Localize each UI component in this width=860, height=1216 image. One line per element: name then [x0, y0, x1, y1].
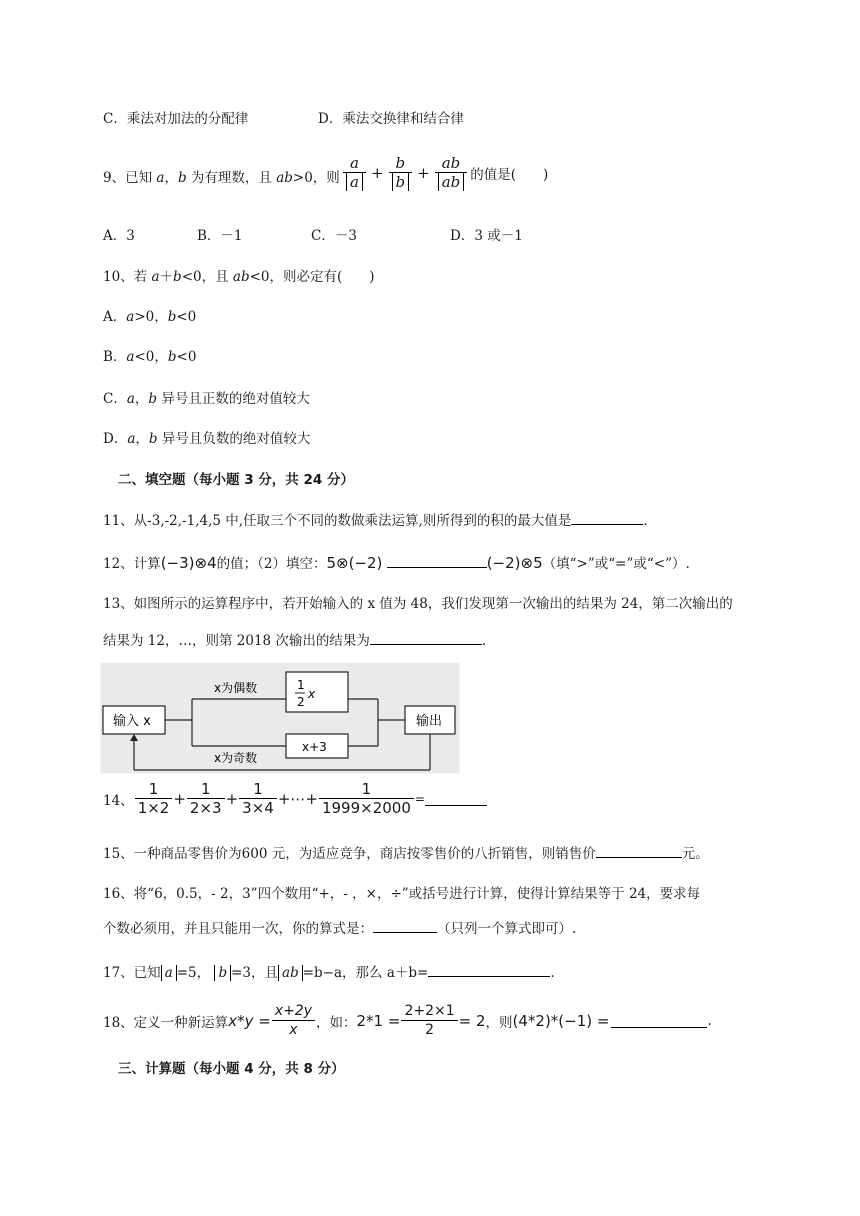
answer-blank-18[interactable]: [611, 1013, 707, 1028]
output-box-label: 输出: [416, 714, 443, 729]
question-13-line2: 结果为 12，…，则第 2018 次输出的结果为 .: [103, 630, 486, 651]
answer-blank-12[interactable]: [387, 553, 487, 568]
even-branch-label: x为偶数: [214, 681, 258, 695]
q10-option-d: D．a，b 异号且负数的绝对值较大: [103, 431, 311, 447]
q10-option-a: A．a>0，b<0: [103, 309, 197, 325]
fraction-a-over-abs-a: $\frac{a}{a}$: [343, 154, 366, 191]
question-11: 11、从-3,-2,-1,4,5 中,任取三个不同的数做乘法运算,则所得到的积的最大值是 .: [103, 510, 648, 531]
fraction-example: $\frac{2+2\times 1}{2}$: [401, 1002, 457, 1039]
question-13-line1: 13、如图所示的运算程序中，若开始输入的 x 值为 48，我们发现第一次输出的结果为 24，第二次输出的: [103, 596, 733, 612]
answer-blank-17[interactable]: [428, 962, 550, 977]
svg-text:1: 1: [297, 678, 305, 692]
section-2-heading: 二、填空题（每小题 3 分，共 24 分）: [118, 472, 354, 488]
fraction-1-over-1999x2000: $\frac{1}{1999\times 2000}$: [319, 780, 414, 817]
question-15: 15、一种商品零售价为600 元，为适应竞争，商店按零售价的八折销售，则销售价 元。: [103, 843, 709, 864]
svg-text:x+3: x+3: [302, 740, 327, 754]
question-12: 12、计算(−3)⊗4的值；（2）填空：5⊗(−2) (−2)⊗5（填“>”或“=”或“<”）.: [103, 554, 690, 572]
fraction-b-over-abs-b: $\frac{b}{b}$: [389, 154, 413, 191]
q10-option-c: C．a，b 异号且正数的绝对值较大: [103, 391, 310, 407]
q9-option-c: C．－3: [311, 228, 357, 244]
fraction-1-over-3x4: $\frac{1}{3\times 4}$: [239, 780, 277, 817]
q8-option-d: D．乘法交换律和结合律: [318, 111, 464, 127]
q9-option-b: B．－1: [197, 228, 243, 244]
fraction-ab-over-abs-ab: $\frac{ab}{ab}$: [435, 154, 468, 191]
svg-text:2: 2: [297, 695, 305, 709]
q9-option-d: D．3 或－1: [450, 228, 523, 244]
section-3-heading: 三、计算题（每小题 4 分，共 8 分）: [118, 1061, 345, 1077]
fraction-1-over-1x2: $\frac{1}{1\times 2}$: [135, 780, 173, 817]
q10-option-b: B．a<0，b<0: [103, 349, 197, 365]
half-operation-box: [286, 672, 348, 712]
question-14: 14、 $\frac{1}{1\times 2}$ + $\frac{1}{2\times 3}$ + $\frac{1}{3\times 4}$ +⋯+ $\frac{1}{1999\times 2000}$ =: [103, 780, 487, 817]
svg-text:x: x: [308, 687, 316, 701]
answer-blank-14[interactable]: [425, 791, 487, 806]
question-9-expression: $\frac{a}{a}$ + $\frac{b}{b}$ + $\frac{ab}{ab}$ 的值是( ): [342, 154, 548, 191]
answer-blank-11[interactable]: [571, 510, 643, 525]
operation-flowchart: [100, 662, 460, 774]
odd-branch-label: x为奇数: [214, 751, 258, 765]
answer-blank-16[interactable]: [373, 918, 437, 933]
answer-blank-13[interactable]: [370, 630, 482, 645]
fraction-1-over-2x3: $\frac{1}{2\times 3}$: [187, 780, 225, 817]
question-18: 18、定义一种新运算 x*y = $\frac{x+2y}{x}$ ，如： 2*1 = $\frac{2+2\times 1}{2}$ = 2 ，则 (4*2)*(−1) = .: [103, 1003, 712, 1038]
question-16-line2: 个数必须用，并且只能用一次，你的算式是： （只列一个算式即可）.: [103, 918, 576, 939]
q8-option-c: C．乘法对加法的分配律: [103, 111, 249, 127]
question-9-stem: 9、已知 a，b 为有理数，且 ab>0，则: [103, 170, 340, 186]
question-10-stem: 10、若 a＋b<0，且 ab<0，则必定有( ): [103, 269, 375, 285]
answer-blank-15[interactable]: [596, 843, 682, 858]
fraction-x-plus-2y-over-x: $\frac{x+2y}{x}$: [272, 1002, 315, 1039]
question-16-line1: 16、将“6，0.5，- 2，3”四个数用“+，- ，×，÷”或括号进行计算，使得计算结果等于 24，要求每: [103, 886, 701, 902]
q9-option-a: A．3: [103, 228, 135, 244]
question-17: 17、已知 a =5， b =3，且 ab =b−a，那么 a＋b= .: [103, 962, 555, 983]
input-box-label: 输入 x: [113, 714, 151, 729]
